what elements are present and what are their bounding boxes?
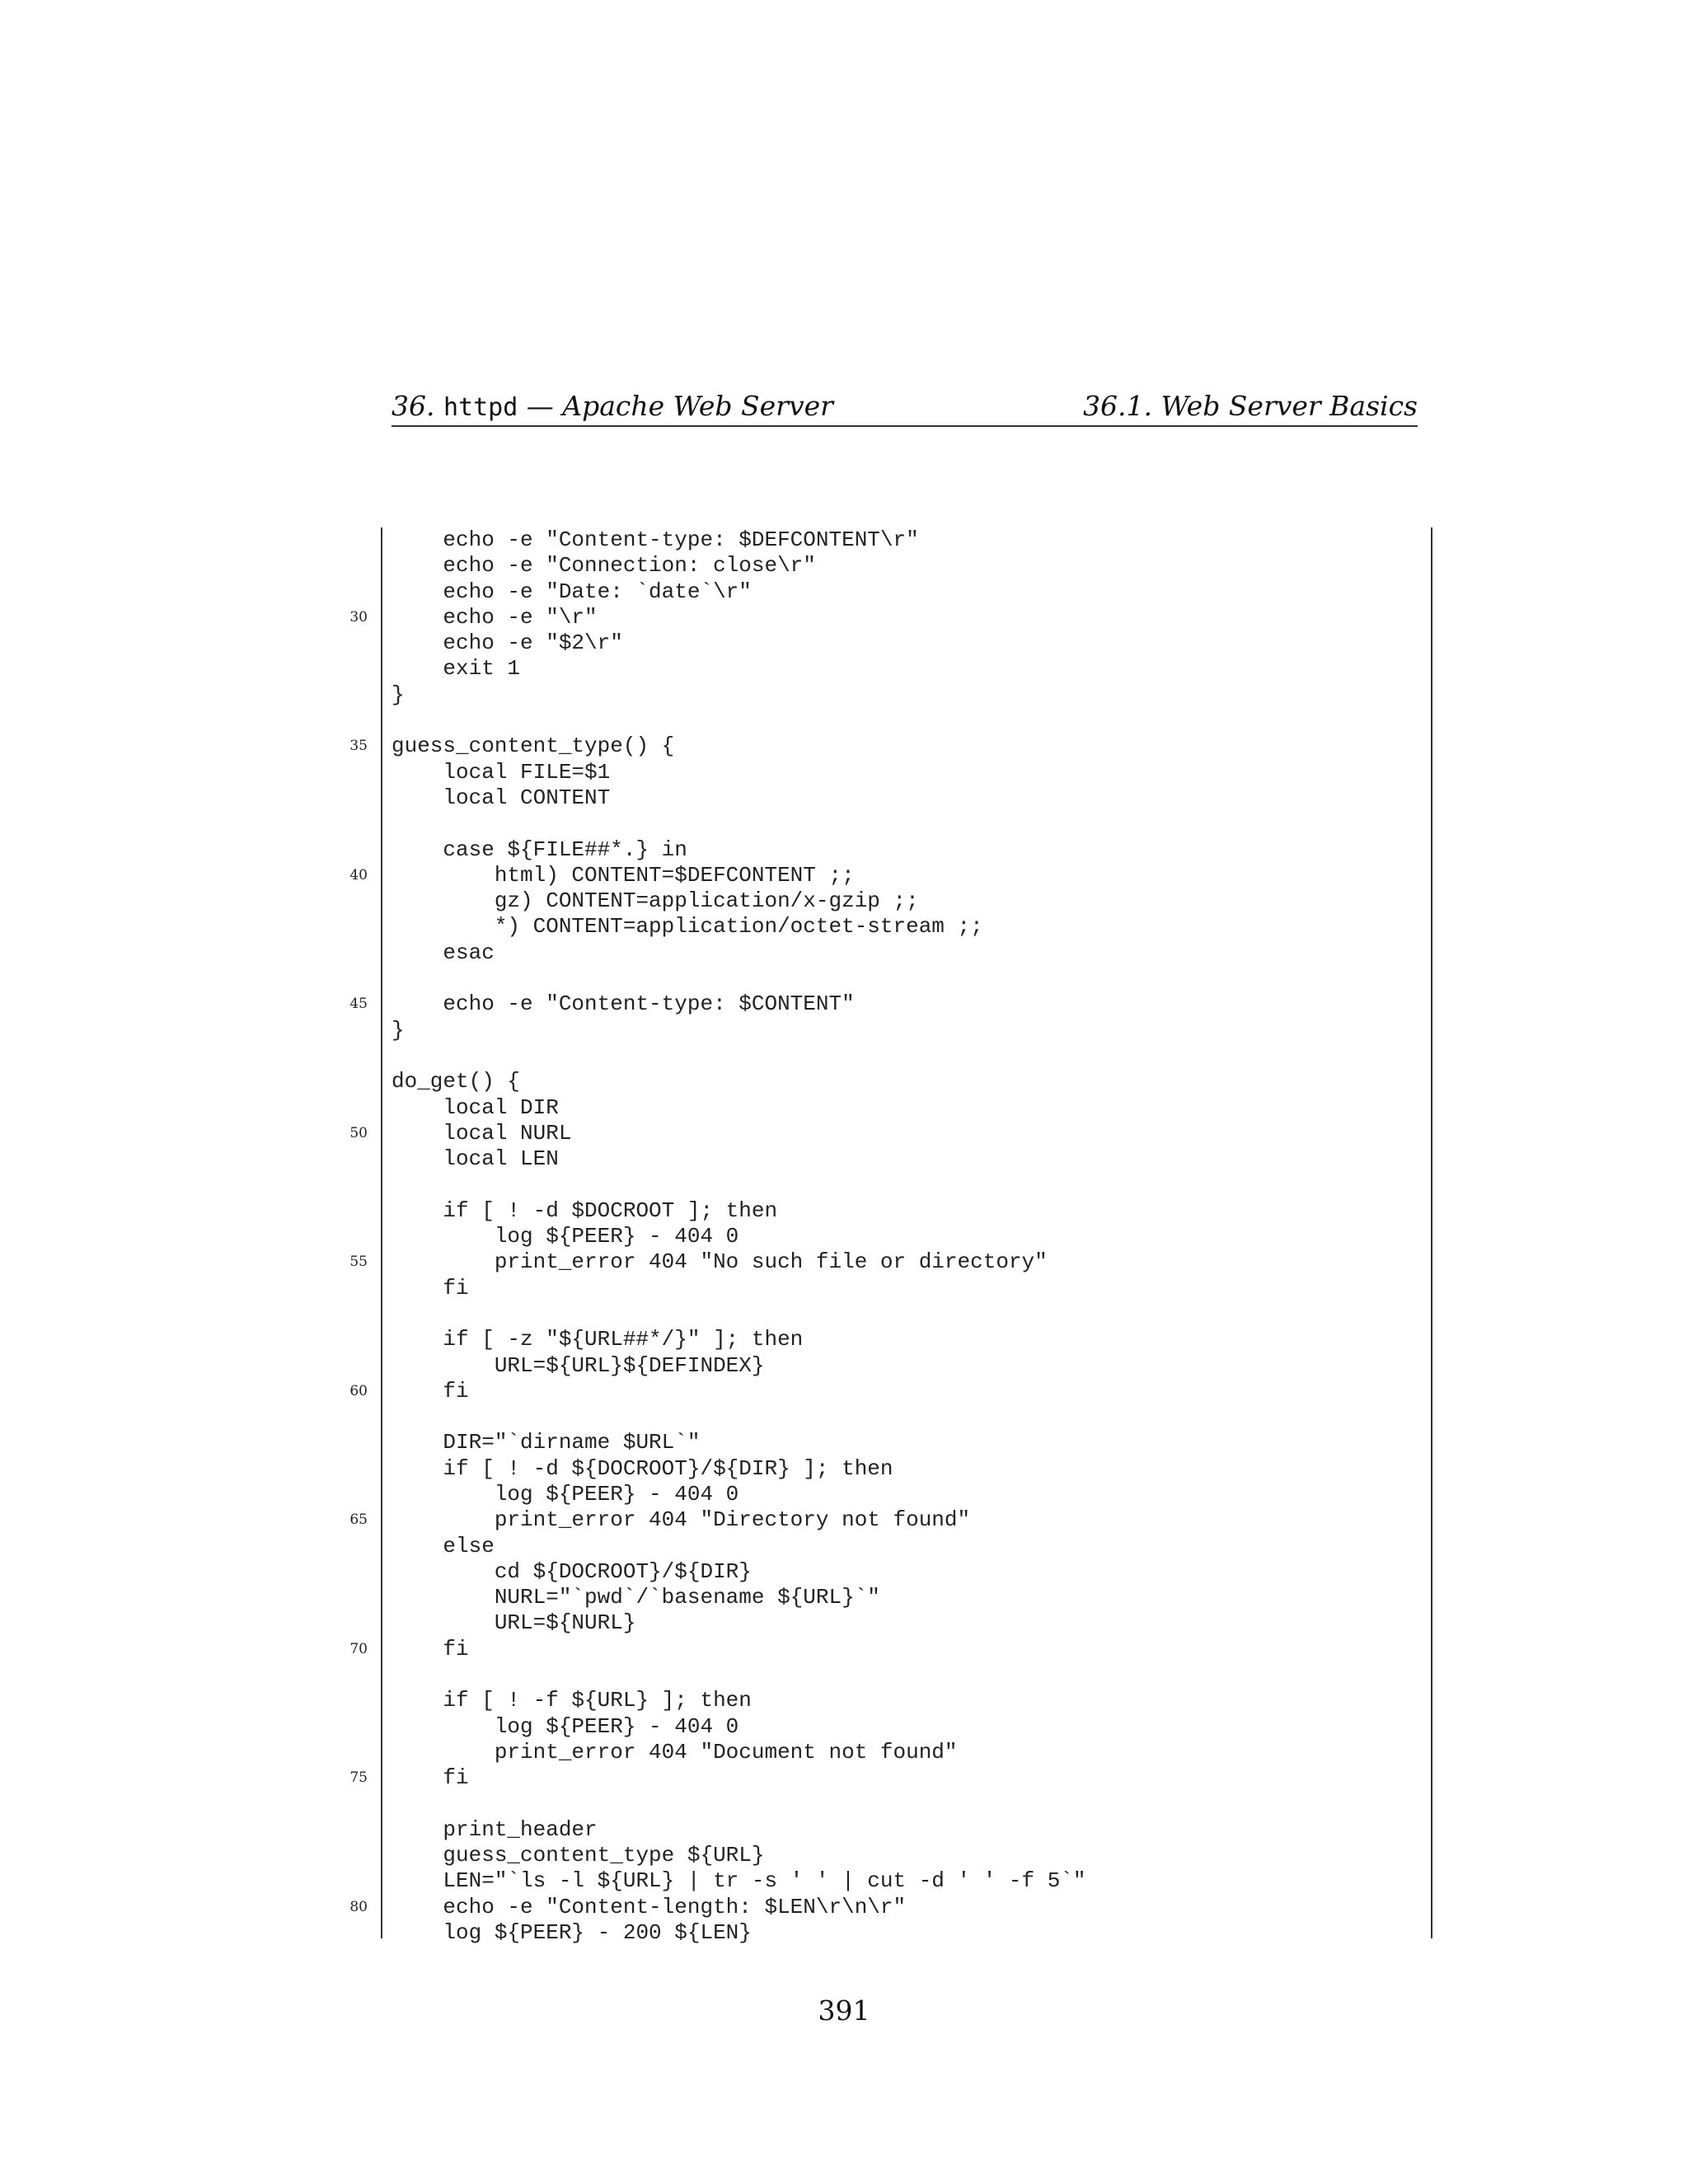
code-line (392, 1301, 1086, 1327)
code-line: log ${PEER} - 404 0 (392, 1713, 739, 1739)
code-line: LEN="`ls -l ${URL} | tr -s ' ' | cut -d ' ' -f 5`" (392, 1868, 1086, 1894)
code-line: fi (392, 1636, 469, 1661)
code-line: print_header (392, 1816, 598, 1842)
code-line: NURL="`pwd`/`basename ${URL}`" (392, 1585, 880, 1610)
code-line: log ${PEER} - 200 ${LEN} (392, 1920, 752, 1946)
code-line: fi (392, 1765, 469, 1791)
chapter-title: — Apache Web Server (526, 390, 833, 422)
code-line: echo -e "Connection: close\r" (392, 553, 816, 579)
code-line: guess_content_type ${URL} (392, 1843, 765, 1868)
code-line: echo -e "Date: `date`\r" (392, 579, 752, 604)
line-number: 40 (349, 866, 368, 883)
chapter-command: httpd (443, 393, 518, 422)
line-number: 35 (349, 738, 368, 755)
code-line (392, 811, 1086, 837)
line-number: 65 (349, 1511, 368, 1529)
code-line: echo -e "Content-type: $DEFCONTENT\r" (392, 527, 919, 552)
line-number: 50 (349, 1124, 368, 1141)
line-number: 60 (349, 1382, 368, 1399)
code-line: guess_content_type() { (392, 733, 675, 759)
page-number: 391 (818, 1994, 870, 2027)
code-line (392, 966, 1086, 991)
code-line (392, 1172, 1086, 1197)
code-line: local FILE=$1 (392, 759, 611, 785)
code-line (392, 1792, 1086, 1817)
code-listing (392, 527, 1086, 1946)
code-line: if [ ! -f ${URL} ]; then (392, 1688, 752, 1713)
code-line: do_get() { (392, 1069, 521, 1094)
code-line: echo -e "\r" (392, 604, 598, 630)
line-number: 30 (349, 608, 368, 626)
code-line: } (392, 682, 405, 707)
code-line: cd ${DOCROOT}/${DIR} (392, 1558, 752, 1584)
line-number: 80 (349, 1898, 368, 1915)
code-line: print_error 404 "No such file or directory" (392, 1249, 1048, 1275)
line-number: 55 (349, 1254, 368, 1271)
code-line: fi (392, 1275, 469, 1301)
code-line: exit 1 (392, 656, 521, 682)
code-line: DIR="`dirname $URL`" (392, 1430, 701, 1455)
code-line (392, 708, 1086, 733)
code-line: if [ ! -d $DOCROOT ]; then (392, 1197, 778, 1223)
code-line (392, 1043, 1086, 1069)
code-line: URL=${URL}${DEFINDEX} (392, 1352, 765, 1378)
code-line: echo -e "$2\r" (392, 630, 623, 656)
code-line: html) CONTENT=$DEFCONTENT ;; (392, 862, 855, 888)
code-line: local CONTENT (392, 785, 611, 810)
code-line: if [ ! -d ${DOCROOT}/${DIR} ]; then (392, 1455, 893, 1481)
code-line: if [ -z "${URL##*/}" ]; then (392, 1327, 804, 1352)
line-number: 75 (349, 1769, 368, 1787)
code-line: local NURL (392, 1120, 572, 1146)
code-line: fi (392, 1378, 469, 1404)
code-line: print_error 404 "Document not found" (392, 1739, 958, 1765)
code-line (392, 1662, 1086, 1688)
code-line: log ${PEER} - 404 0 (392, 1224, 739, 1249)
code-line: log ${PEER} - 404 0 (392, 1481, 739, 1507)
code-line: *) CONTENT=application/octet-stream ;; (392, 914, 983, 940)
code-line: URL=${NURL} (392, 1610, 636, 1636)
code-line: print_error 404 "Directory not found" (392, 1507, 971, 1533)
code-line: local LEN (392, 1146, 559, 1172)
code-line (392, 1404, 1086, 1430)
section-heading: 36.1. Web Server Basics (1082, 390, 1418, 422)
code-line: gz) CONTENT=application/x-gzip ;; (392, 888, 919, 914)
line-number: 70 (349, 1640, 368, 1657)
code-line: esac (392, 940, 495, 965)
running-header (392, 387, 1418, 427)
code-line: else (392, 1533, 495, 1558)
code-line: } (392, 1017, 405, 1043)
code-line: local DIR (392, 1094, 559, 1120)
line-number: 45 (349, 996, 368, 1013)
code-line: echo -e "Content-length: $LEN\r\n\r" (392, 1894, 907, 1919)
code-line: echo -e "Content-type: $CONTENT" (392, 991, 855, 1017)
code-line: case ${FILE##*.} in (392, 837, 687, 862)
chapter-number: 36. (392, 390, 435, 422)
chapter-heading (392, 387, 833, 427)
